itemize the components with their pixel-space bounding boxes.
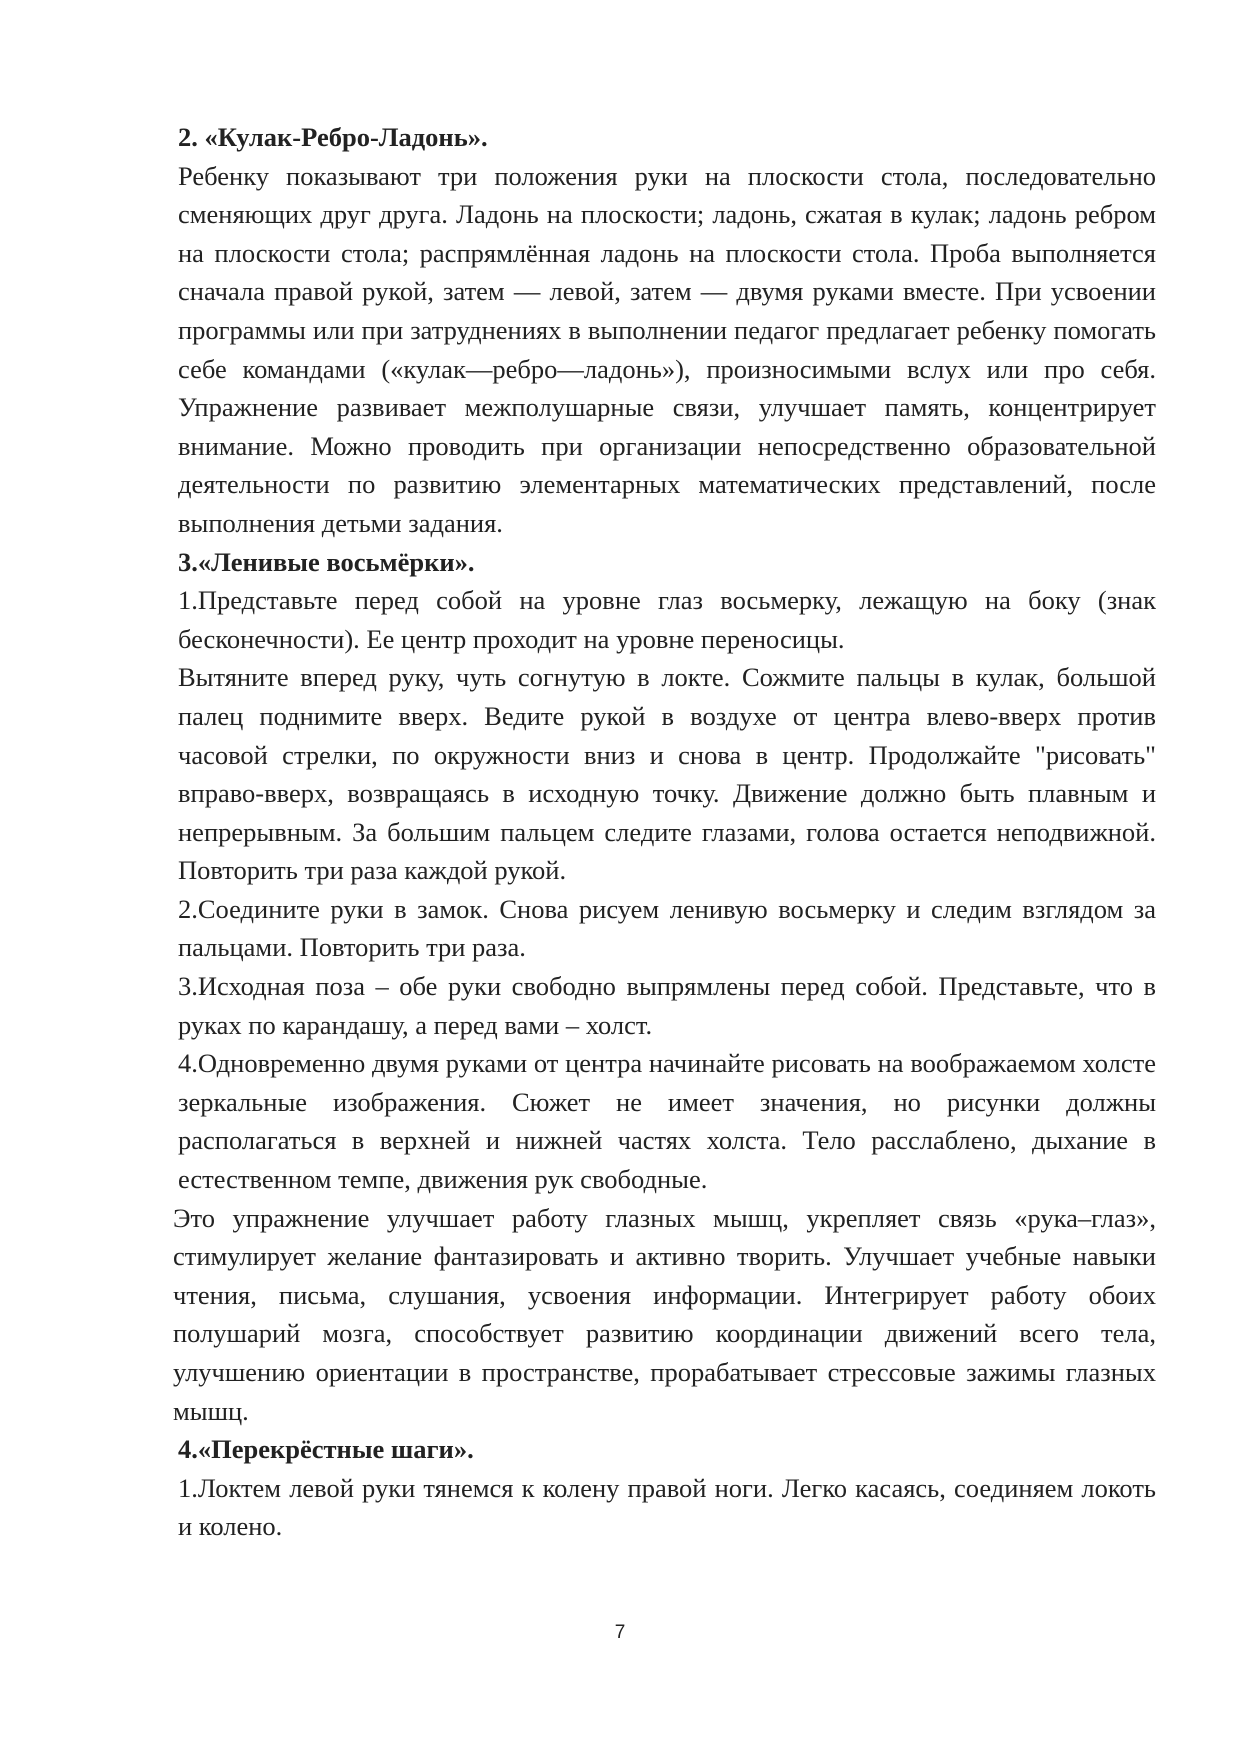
section-heading: 4.«Перекрёстные шаги».: [178, 1434, 474, 1465]
section-heading: 2. «Кулак-Ребро-Ладонь».: [178, 122, 488, 152]
page-number: 7: [614, 1622, 626, 1643]
section-lazy-eights: [173, 543, 1156, 1431]
paragraph: Ребенку показывают три положения руки на плоскости стола, последовательно сменяющих друг друга. Ладонь на плоскости; ладонь, сжатая в кулак; ладонь ребром на плоскости стола; распрямлённая ладонь на плоскости стола. Проба выполняется сначала правой рукой, затем — левой, затем — двумя руками вместе. При усвоении программы или при затруднениях в выполнении педагог предлагает ребенку помогать себе командами («кулак—ребро—ладонь»), произносимыми вслух или про себя. Упражнение развивает межполушарные связи, улучшает память, концентрирует внимание. Можно проводить при организации непосредственно образовательной деятельности по развитию элементарных математических представлений, после выполнения детьми задания.: [178, 160, 1156, 538]
paragraph: 3.Исходная поза – обе руки свободно выпрямлены перед собой. Представьте, что в руках по карандашу, а перед вами – холст.: [178, 971, 1156, 1040]
section-cross-steps: [178, 1430, 1156, 1546]
paragraph: 1.Представьте перед собой на уровне глаз восьмерку, лежащую на боку (знак бесконечности). Ее центр проходит на уровне переносицы.: [178, 585, 1156, 654]
section-heading: 3.«Ленивые восьмёрки».: [178, 546, 475, 577]
paragraph: Это упражнение улучшает работу глазных мышц, укрепляет связь «рука–глаз», стимулирует желание фантазировать и активно творить. Улучшает учебные навыки чтения, письма, слушания, усвоения информации. Интегрирует работу обоих полушарий мозга, способствует развитию координации движений всего тела, улучшению ориентации в пространстве, прорабатывает стрессовые зажимы глазных мышц.: [173, 1202, 1156, 1426]
paragraph: 2.Соедините руки в замок. Снова рисуем ленивую восьмерку и следим взглядом за пальцами. Повторить три раза.: [178, 893, 1156, 963]
paragraph: 1.Локтем левой руки тянемся к колену правой ноги. Легко касаясь, соединяем локоть и колено.: [178, 1472, 1156, 1542]
section-kulak-rebro-ladon: [178, 118, 1156, 543]
paragraph: Вытяните вперед руку, чуть согнутую в локте. Сожмите пальцы в кулак, большой палец поднимите вверх. Ведите рукой в воздухе от центра влево-вверх против часовой стрелки, по окружности вниз и снова в центр. Продолжайте "рисовать" вправо-вверх, возвращаясь в исходную точку. Движение должно быть плавным и непрерывным. За большим пальцем следите глазами, голова остается неподвижной. Повторить три раза каждой рукой.: [178, 662, 1156, 886]
paragraph: 4.Одновременно двумя руками от центра начинайте рисовать на воображаемом холсте зеркальные изображения. Сюжет не имеет значения, но рисунки должны располагаться в верхней и нижней частях холста. Тело расслаблено, дыхание в естественном темпе, движения рук свободные.: [178, 1048, 1156, 1195]
